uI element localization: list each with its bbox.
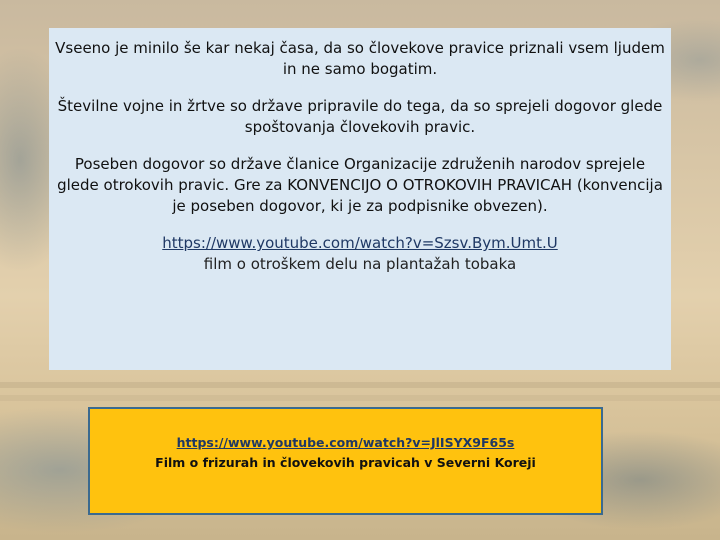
text-panel <box>49 28 671 370</box>
sand-texture <box>0 395 720 401</box>
sand-texture <box>0 382 720 388</box>
tobacco-video-link[interactable]: https://www.youtube.com/watch?v=Szsv.Bym.Umt.U <box>162 234 558 252</box>
paragraph-3: Poseben dogovor so države članice Organizacije združenih narodov sprejele glede otrokovih pravic. Gre za KONVENCIJO O OTROKOVIH PRAVICAH (konvencija je poseben dogovor, ki je za podpisnike obvezen). <box>57 155 663 215</box>
tobacco-video-caption: film o otroškem delu na plantažah tobaka <box>203 255 517 273</box>
korea-video-caption: Film o frizurah in človekovih pravicah v Severni Koreji <box>155 455 536 470</box>
paragraph-1: Vseeno je minilo še kar nekaj časa, da so človekove pravice priznali vsem ljudem in ne samo bogatim. <box>55 39 665 78</box>
korea-video-link[interactable]: https://www.youtube.com/watch?v=JlISYX9F65s <box>176 435 515 450</box>
video-box <box>88 407 603 515</box>
paragraph-2: Številne vojne in žrtve so države pripravile do tega, da so sprejeli dogovor glede spoštovanja človekovih pravic. <box>57 97 663 136</box>
